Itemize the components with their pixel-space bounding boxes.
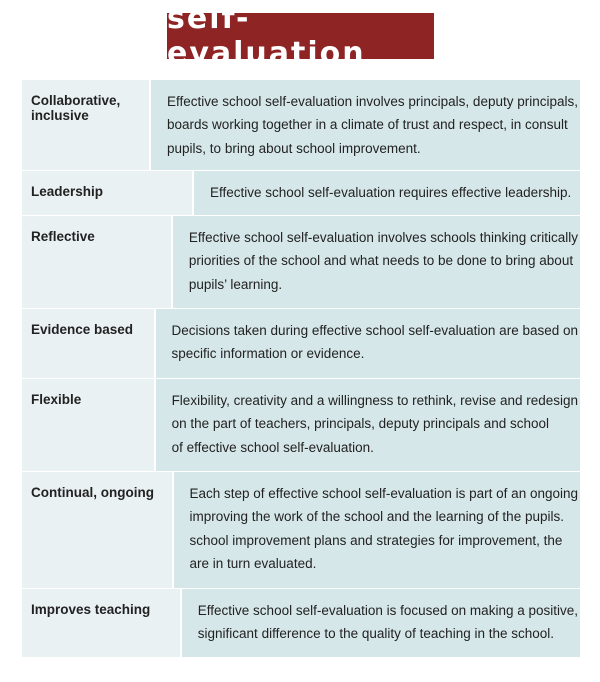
table-row	[22, 379, 580, 472]
description-line: Each step of effective school self-evaluation is part of an ongoing	[189, 486, 578, 501]
row-description	[182, 589, 580, 657]
table-row	[22, 309, 580, 379]
description-line: significant difference to the quality of teaching in the school.	[197, 626, 555, 642]
description-line: school improvement plans and strategies for improvement, the	[189, 532, 563, 548]
row-description	[156, 379, 580, 471]
description-line: Decisions taken during effective school self-evaluation are based on	[171, 323, 578, 338]
page-title: self-evaluation	[167, 13, 434, 59]
description-line: on the part of teachers, principals, deputy principals and school	[171, 416, 550, 432]
row-label: Improves teaching	[22, 589, 182, 657]
description-line: Flexibility, creativity and a willingness to rethink, revise and redesign	[171, 393, 578, 408]
principles-table	[22, 80, 580, 657]
row-description	[151, 80, 580, 170]
row-label: Collaborative, inclusive	[22, 80, 151, 170]
description-line: Effective school self-evaluation involves schools thinking critically	[188, 230, 578, 245]
table-row	[22, 216, 580, 309]
row-label: Evidence based	[22, 309, 156, 378]
row-description	[194, 171, 580, 215]
description-line: are in turn evaluated.	[189, 555, 317, 571]
row-label: Flexible	[22, 379, 156, 471]
description-line: priorities of the school and what needs to be done to bring about	[188, 253, 574, 269]
description-line: specific information or evidence.	[171, 346, 365, 362]
description-line: pupils, to bring about school improvement.	[167, 140, 421, 156]
description-line: pupils’ learning.	[188, 276, 283, 292]
table-row	[22, 171, 580, 216]
row-label: Leadership	[22, 171, 194, 215]
row-description	[156, 309, 581, 378]
description-line: boards working together in a climate of trust and respect, in consult	[167, 117, 568, 133]
row-label: Reflective	[22, 216, 173, 308]
description-line: improving the work of the school and the learning of the pupils.	[189, 509, 564, 525]
row-description	[173, 216, 580, 308]
description-line: Effective school self-evaluation involves principals, deputy principals,	[167, 94, 578, 109]
row-description	[174, 472, 581, 588]
table-row	[22, 472, 580, 589]
description-line: Effective school self-evaluation requires effective leadership.	[210, 185, 572, 200]
table-row	[22, 589, 580, 657]
description-line: of effective school self-evaluation.	[171, 439, 374, 455]
table-row	[22, 80, 580, 171]
description-line: Effective school self-evaluation is focused on making a positive,	[197, 603, 578, 618]
row-label: Continual, ongoing	[22, 472, 174, 588]
